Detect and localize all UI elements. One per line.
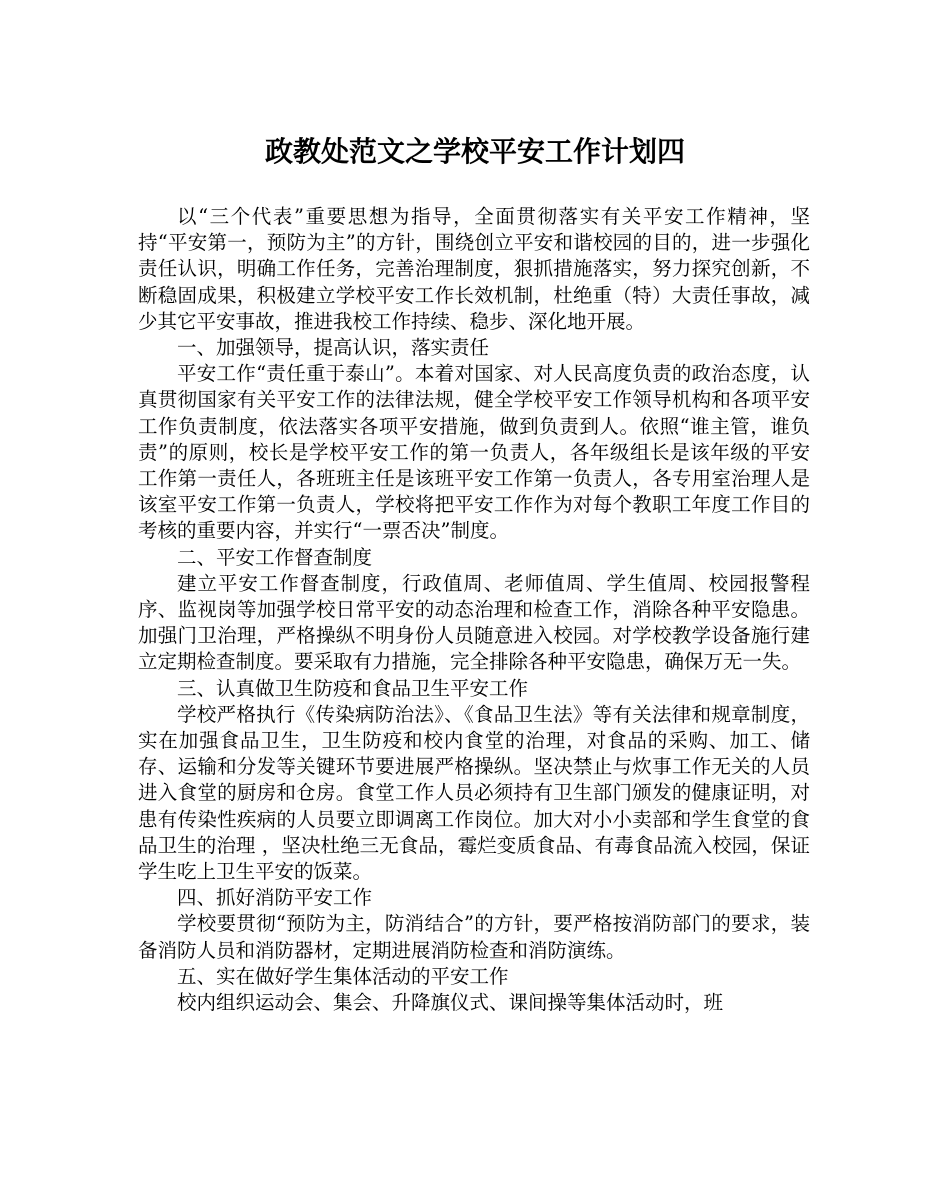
intro-paragraph: 以“三个代表”重要思想为指导，全面贯彻落实有关平安工作精神，坚持“平安第一，预防为主”的方针，围绕创立平安和谐校园的目的，进一步强化责任认识，明确工作任务，完善治理制度，狠抓措施落实，努力探究创新，不断稳固成果，积极建立学校平安工作长效机制，杜绝重（特）大责任事故，减少其它平安事故，推进我校工作持续、稳步、深化地开展。 bbox=[138, 205, 810, 333]
section-paragraph-4: 学校要贯彻“预防为主，防消结合”的方针，要严格按消防部门的要求，装备消防人员和消防器材，定期进展消防检查和消防演练。 bbox=[138, 912, 810, 962]
section-heading-4: 四、抓好消防平安工作 bbox=[177, 886, 373, 910]
section-heading-5: 五、实在做好学生集体活动的平安工作 bbox=[177, 964, 509, 988]
section-paragraph-2: 建立平安工作督查制度，行政值周、老师值周、学生值周、校园报警程序、监视岗等加强学校日常平安的动态治理和检查工作，消除各种平安隐患。加强门卫治理，严格操纵不明身份人员随意进入校园。对学校教学设备施行建立定期检查制度。要采取有力措施，完全排除各种平安隐患，确保万无一失。 bbox=[138, 571, 810, 674]
section-paragraph-3: 学校严格执行《传染病防治法》、《食品卫生法》等有关法律和规章制度，实在加强食品卫生，卫生防疫和校内食堂的治理，对食品的采购、加工、储存、运输和分发等关键环节要进展严格操纵。坚决禁止与炊事工作无关的人员进入食堂的厨房和仓房。食堂工作人员必须持有卫生部门颁发的健康证明，对患有传染性疾病的人员要立即调离工作岗位。加大对小小卖部和学生食堂的食品卫生的治理 ，坚决杜绝三无食品，霉烂变质食品、有毒食品流入校园，保证学生吃上卫生平安的饭菜。 bbox=[138, 702, 810, 884]
section-paragraph-5: 校内组织运动会、集会、升降旗仪式、课间操等集体活动时，班 bbox=[177, 991, 724, 1015]
section-heading-3: 三、认真做卫生防疫和食品卫生平安工作 bbox=[177, 676, 529, 700]
section-heading-1: 一、加强领导，提高认识，落实责任 bbox=[177, 336, 490, 360]
document-title: 政教处范文之学校平安工作计划四 bbox=[264, 135, 685, 168]
document-body bbox=[138, 204, 810, 1016]
section-paragraph-1: 平安工作“责任重于泰山”。本着对国家、对人民高度负责的政治态度，认真贯彻国家有关平安工作的法律法规，健全学校平安工作领导机构和各项平安工作负责制度，依法落实各项平安措施，做到负责到人。依照“谁主管，谁负责”的原则，校长是学校平安工作的第一负责人，各年级组长是该年级的平安工作第一责任人，各班班主任是该班平安工作第一负责人，各专用室治理人是该室平安工作第一负责人，学校将把平安工作作为对每个教职工年度工作目的考核的重要内容，并实行“一票否决”制度。 bbox=[138, 362, 810, 543]
section-heading-2: 二、平安工作督查制度 bbox=[177, 545, 373, 569]
